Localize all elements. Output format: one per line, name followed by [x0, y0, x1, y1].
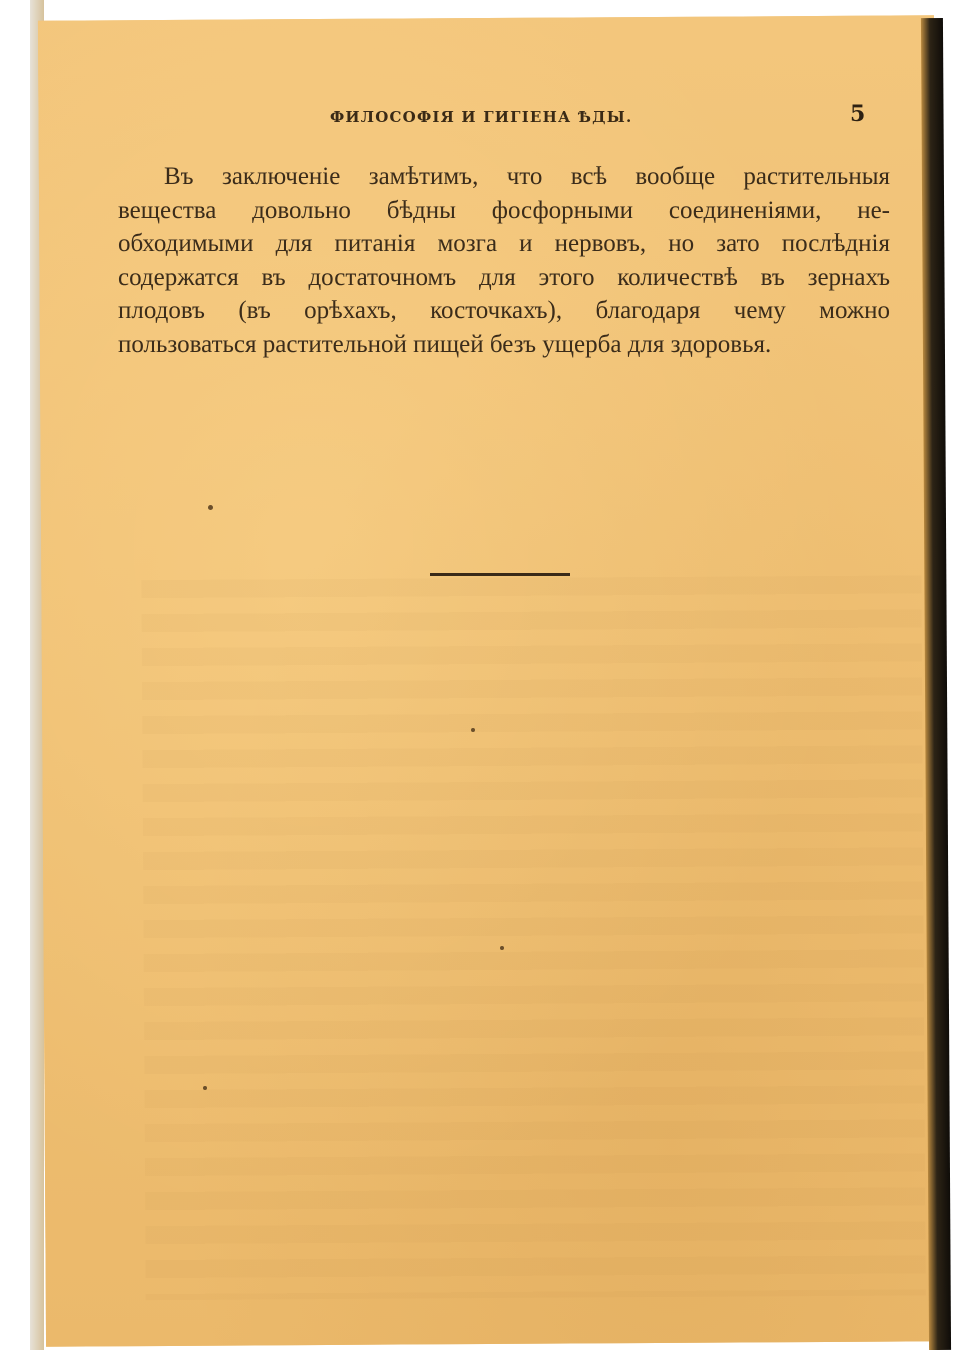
body-paragraph — [118, 160, 890, 361]
text-line: Въ заключеніе замѣтимъ, что всѣ вообще растительныя — [164, 163, 890, 190]
text-line: вещества довольно бѣдны фосфорными соединеніями, не- — [118, 196, 890, 224]
text-line: содержатся въ достаточномъ для этого количествѣ въ зернахъ — [118, 263, 890, 291]
ink-speck — [500, 946, 504, 950]
text-line: пользоваться растительной пищей безъ ущерба для здоровья. — [118, 330, 772, 358]
section-divider-rule — [430, 573, 570, 576]
ink-speck — [203, 1086, 207, 1090]
text-line: плодовъ (въ орѣхахъ, косточкахъ), благодаря чему можно — [118, 297, 890, 324]
show-through-text — [141, 575, 925, 1300]
ink-speck — [208, 505, 213, 510]
ink-speck — [471, 728, 475, 732]
page-number: 5 — [850, 101, 866, 127]
text-line: обходимыми для питанія мозга и нервовъ, но зато послѣднія — [118, 230, 890, 257]
running-header: ФИЛОСОФІЯ И ГИГІЕНА ѢДЫ. — [330, 108, 633, 126]
